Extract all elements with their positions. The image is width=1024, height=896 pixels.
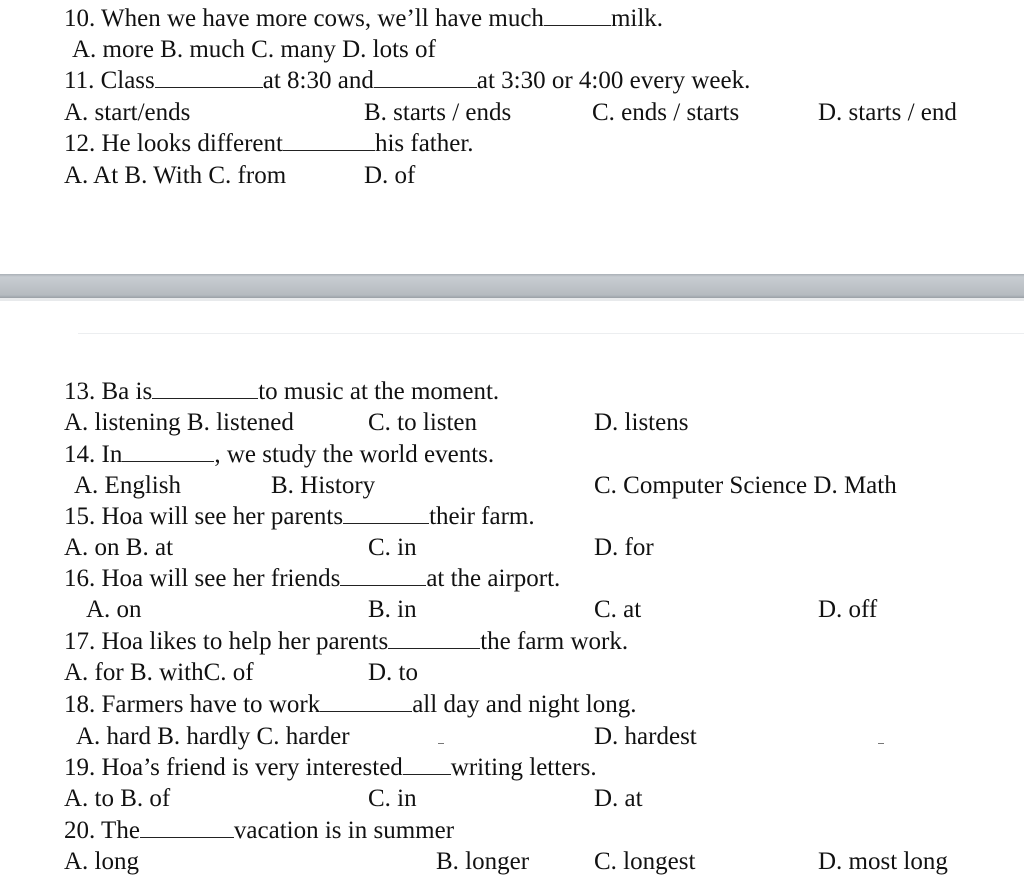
question-text: vacation is in summer	[233, 817, 455, 844]
question-text: his father.	[374, 130, 474, 157]
answer-blank[interactable]	[140, 815, 234, 838]
question-17	[64, 626, 628, 657]
option-c: C. in	[368, 534, 417, 561]
question-text: milk.	[610, 5, 664, 32]
page-break	[0, 274, 1024, 298]
answer-blank[interactable]	[343, 501, 429, 524]
question-15	[64, 501, 535, 532]
answer-blank[interactable]	[320, 689, 412, 712]
option-cd: C. Computer Science D. Math	[594, 472, 897, 499]
option-d: D. listens	[594, 409, 689, 436]
stray-mark	[878, 743, 884, 744]
question-20	[64, 815, 454, 846]
option-b: B. in	[368, 596, 417, 623]
option-abc: A. hard B. hardly C. harder	[76, 723, 350, 750]
question-text: at 8:30 and	[262, 67, 374, 94]
option-d: D. hardest	[594, 723, 697, 750]
question-18	[64, 689, 636, 720]
answer-blank[interactable]	[374, 65, 477, 88]
option-c: C. at	[594, 596, 642, 623]
answer-blank[interactable]	[283, 128, 375, 151]
question-12	[64, 128, 474, 159]
answer-blank[interactable]	[388, 626, 480, 649]
option-b: B. History	[271, 472, 376, 499]
question-14	[64, 439, 494, 470]
question-text: the farm work.	[480, 628, 629, 655]
question-text: 17. Hoa likes to help her parents	[64, 628, 389, 655]
question-text: 19. Hoa’s friend is very interested	[64, 754, 403, 781]
question-19	[64, 752, 597, 783]
option-ab: A. to B. of	[64, 785, 171, 812]
question-13	[64, 376, 499, 407]
answer-blank[interactable]	[122, 439, 214, 462]
option-ab: A. listening B. listened	[64, 409, 294, 436]
question-text: , we study the world events.	[214, 441, 495, 468]
question-16	[64, 563, 560, 594]
answer-blank[interactable]	[340, 563, 426, 586]
answer-blank[interactable]	[152, 376, 258, 399]
option-b: B. starts / ends	[364, 99, 512, 126]
option-c: C. in	[368, 785, 417, 812]
option-d: D. at	[594, 785, 643, 812]
option-abc: A. At B. With C. from	[64, 162, 287, 189]
option-d: D. for	[594, 534, 654, 561]
question-text: all day and night long.	[412, 691, 637, 718]
question-text: 16. Hoa will see her friends	[64, 565, 341, 592]
question-text: their farm.	[429, 503, 535, 530]
option-d: D. off	[818, 596, 878, 623]
answer-blank[interactable]	[403, 752, 451, 775]
question-text: 14. In	[64, 441, 123, 468]
option-c: C. ends / starts	[592, 99, 740, 126]
option-a: A. long	[64, 848, 139, 875]
option-ab: A. on B. at	[64, 534, 174, 561]
answer-blank[interactable]	[544, 3, 611, 26]
option-a: A. English	[74, 472, 181, 499]
question-text: to music at the moment.	[258, 378, 500, 405]
question-text: 15. Hoa will see her parents	[64, 503, 344, 530]
options-10: A. more B. much C. many D. lots of	[72, 36, 436, 63]
option-c: C. longest	[594, 848, 696, 875]
answer-blank[interactable]	[155, 65, 263, 88]
header-rule	[78, 333, 1024, 334]
option-abc: A. for B. withC. of	[64, 659, 254, 686]
option-d: D. to	[368, 659, 418, 686]
option-b: B. longer	[436, 848, 530, 875]
question-text: at the airport.	[426, 565, 561, 592]
option-d: D. of	[364, 162, 416, 189]
question-text: 13. Ba is	[64, 378, 153, 405]
question-text: 10. When we have more cows, we’ll have much	[64, 5, 544, 32]
question-text: 20. The	[64, 817, 140, 844]
option-c: C. to listen	[368, 409, 478, 436]
stray-mark	[438, 743, 444, 744]
question-text: 11. Class	[64, 67, 155, 94]
question-text: 18. Farmers have to work	[64, 691, 321, 718]
page-break-shadow	[0, 298, 1024, 301]
option-d: D. starts / end	[818, 99, 957, 126]
question-11	[64, 65, 750, 96]
question-text: 12. He looks different	[64, 130, 283, 157]
question-text: at 3:30 or 4:00 every week.	[476, 67, 751, 94]
question-text: writing letters.	[450, 754, 597, 781]
option-a: A. start/ends	[64, 99, 191, 126]
option-a: A. on	[86, 596, 142, 623]
question-10	[64, 3, 663, 34]
option-d: D. most long	[818, 848, 948, 875]
